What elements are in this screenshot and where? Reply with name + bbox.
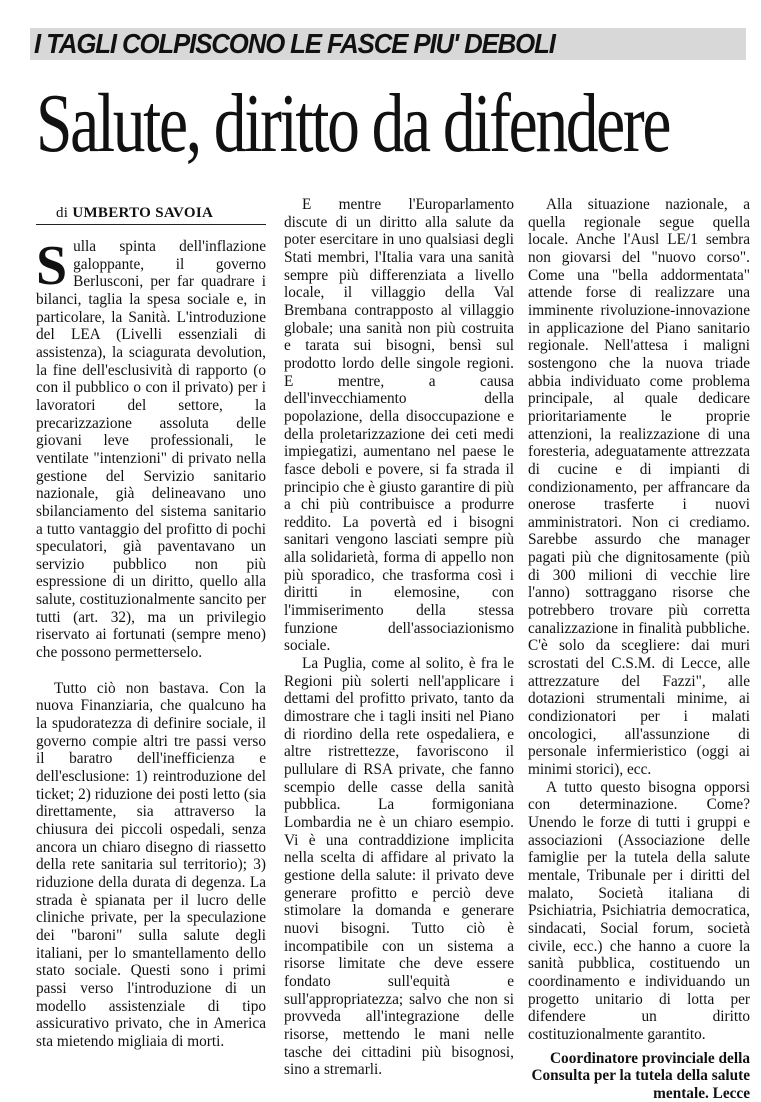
paragraph: Tutto ciò non bastava. Con la nuova Finanziaria, che qualcuno ha la spudoratezza di definire sociale, il governo compie altri tre passi verso il baratro dell'inefficienza e dell'esclusione: 1) reintroduzione del ticket; 2) riduzione dei posti letto (sia direttamente, sia attraverso la chiusura dei piccoli ospedali, senza ancora un chiaro disegno di riassetto della rete sanitaria sul territorio); 3) riduzione della durata di degenza. La strada è spianata per il lucro delle cliniche private, per la speculazione dei "baroni" sulla salute degli italiani, per lo smantellamento dello stato sociale. Questi sono i primi passi verso l'introduzione di un modello assistenziale di tipo assicurativo privato, che in America sta mietendo migliaia di morti.	[36, 680, 266, 1051]
article-column-3	[528, 196, 750, 1102]
paragraph-text: ulla spinta dell'inflazione galoppante, il governo Berlusconi, per far quadrare i bilanci, taglia la spesa sociale e, in particolare, la Sanità. L'introduzione del LEA (Livelli essenziali di assistenza), la sciagurata devolution, la fine dell'esclusività di rapporto (o con il pubblico o con il privato) per i lavoratori del settore, la precarizzazione assoluta delle giovani leve professionali, le ventilate "intenzioni" di privato nella gestione del Servizio sanitario nazionale, già delineavano uno sbilanciamento del sistema sanitario a tutto vantaggio del profitto di pochi speculatori, già paventavano un servizio pubblico non più espressione di un diritto, quello alla salute, costituzionalmente sancito per tutti (art. 32), ma un privilegio riservato ai fortunati (sempre meno) che possono permetterselo.	[36, 238, 266, 661]
author-signature: Coordinatore provinciale della Consulta per la tutela della salute mentale. Lecce	[528, 1050, 750, 1102]
kicker: I TAGLI COLPISCONO LE FASCE PIU' DEBOLI	[34, 27, 555, 61]
dropcap: S	[36, 242, 67, 290]
article-column-2	[284, 196, 514, 1079]
paragraph: A tutto questo bisogna opporsi con determinazione. Come? Unendo le forze di tutti i gruppi e associazioni (Associazione delle famiglie per la tutela della salute mentale, Tribunale per i diritti del malato, Società italiana di Psichiatria, Psichiatria democratica, sindacati, Social forum, società civile, ecc.) che hanno a cuore la sanità pubblica, costituendo un coordinamento e individuando un progetto unitario di lotta per difendere un diritto costituzionalmente garantito.	[528, 779, 750, 1044]
paragraph: Alla situazione nazionale, a quella regionale segue quella locale. Anche l'Ausl LE/1 sembra non giovarsi del "nuovo corso". Come una "bella addormentata" attende forse di realizzare una imminente rivoluzione-innovazione in applicazione del Piano sanitario regionale. Nell'attesa i maligni sostengono che la nuova triade abbia individuato come problema principale, al quale dedicare prioritariamente le proprie attenzioni, la realizzazione di una foresteria, adeguatamente attrezzata di cucine e di impianti di condizionamento, per affrancare da onerose trasferte i nuovi amministratori. Non ci crediamo. Sarebbe assurdo che manager pagati più che dignitosamente (più di 300 milioni di vecchie lire l'anno) sottraggano risorse che potrebbero trovare più corretta canalizzazione in finalità pubbliche. C'è solo da scegliere: dai muri scrostati del C.S.M. di Lecce, alle attrezzature del Fazzi", alle dotazioni strumentali minime, ai condizionatori per i malati oncologici, all'assunzione di personale infermieristico (oggi ai minimi storici), ecc.	[528, 196, 750, 779]
paragraph: E mentre l'Europarlamento discute di un diritto alla salute da poter esercitare in uno qualsiasi degli Stati membri, l'Italia vara una sanità sempre più differenziata a livello locale, il villaggio della Val Brembana contrapposto al villaggio globale; una sanità non più costruita e tarata sui bisogni, bensì sul prodotto lordo delle singole regioni. E mentre, a causa dell'invecchiamento della popolazione, della disoccupazione e della proletarizzazione dei ceti medi impiegatizi, aumentano nel paese le fasce deboli e povere, si fa strada il principio che è giusto garantire di più a chi più contribuisce a produrre reddito. La povertà ed i bisogni sanitari vengono lasciati sempre più alla solidarietà, forma di appello non più sporadico, che trasforma così i diritti in elemosine, con l'immiserimento della stessa funzione dell'associazionismo sociale.	[284, 196, 514, 655]
headline: Salute, diritto da difendere	[36, 76, 669, 172]
byline-prefix: di	[56, 205, 68, 221]
article-column-1	[36, 238, 266, 1051]
paragraph	[36, 238, 266, 662]
paragraph: La Puglia, come al solito, è fra le Regioni più solerti nell'applicare i dettami del profitto privato, tanto da dimostrare che i tagli insiti nel Piano di riordino della rete ospedaliera, e altre ristrettezze, favoriscono il pullulare di RSA private, che fanno scempio delle casse della sanità pubblica. La formigoniana Lombardia ne è un chiaro esempio. Vi è una contraddizione implicita nella scelta di affidare al privato la gestione della salute: il privato deve generare profitto e perciò deve stimolare la domanda e generare nuovi bisogni. Tutto ciò è incompatibile con un sistema a risorse limitate che deve essere fondato sull'equità e sull'appropriatezza; salvo che non si provveda all'integrazione delle risorse, mettendo le mani nelle tasche dei cittadini più bisognosi, sino a stremarli.	[284, 655, 514, 1079]
byline-author: UMBERTO SAVOIA	[72, 205, 213, 221]
byline	[36, 204, 266, 225]
